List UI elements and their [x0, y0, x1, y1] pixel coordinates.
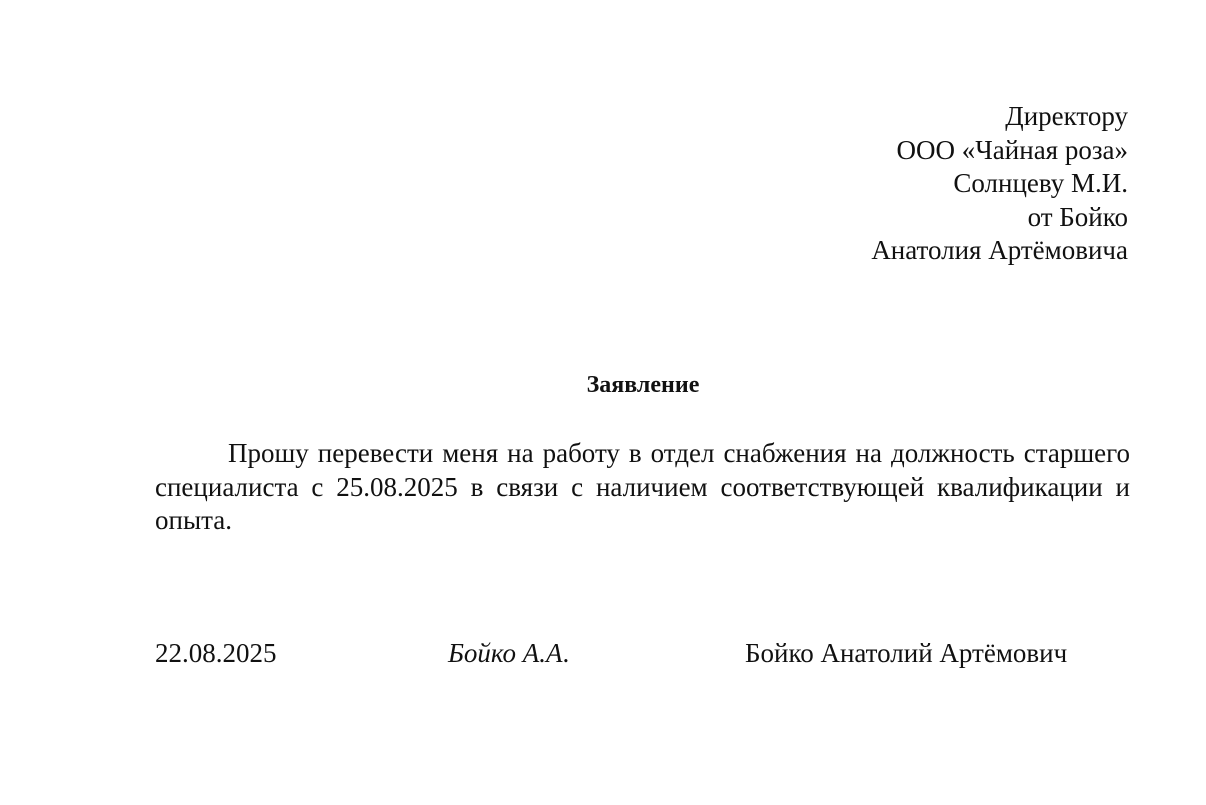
signature — [448, 637, 569, 670]
application-body: Прошу перевести меня на работу в отдел снабжения на должность старшего специалиста с 25.08.2025 в связи с наличием соответствующей квалификации и опыта. — [155, 438, 1130, 535]
addressee-organization: ООО «Чайная роза» — [896, 134, 1128, 165]
signature-text: Бойко А.А — [448, 638, 563, 668]
sender-from: от Бойко — [1027, 201, 1128, 232]
signature-dot: . — [562, 638, 570, 668]
signer-full-name: Бойко Анатолий Артёмович — [745, 638, 1068, 668]
addressee-position: Директору — [1005, 101, 1128, 131]
document-date: 22.08.2025 — [155, 638, 277, 668]
addressee-name: Солнцеву М.И. — [953, 168, 1128, 198]
sender-name: Анатолия Артёмовича — [871, 235, 1128, 265]
addressee-block — [871, 100, 1128, 268]
document-title: Заявление — [586, 372, 700, 398]
